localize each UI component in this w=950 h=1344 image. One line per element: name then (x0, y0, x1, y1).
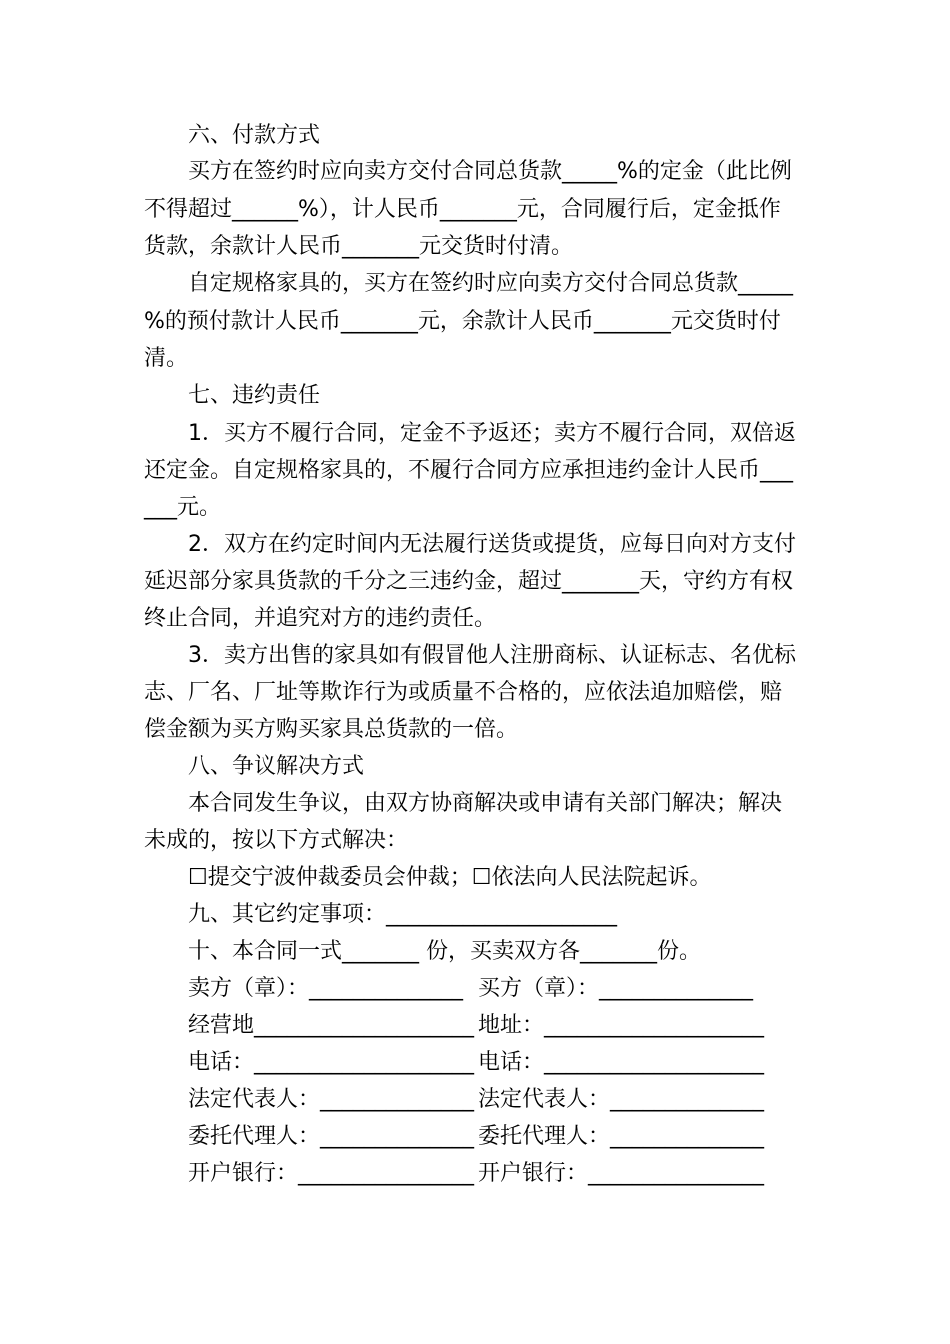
paragraph-line: 买方在签约时应向卖方交付合同总货款_____%的定金（此比例 (188, 159, 792, 184)
paragraph-line: 未成的，按以下方式解决： (144, 828, 409, 853)
seller-business-address-line: 经营地____________________ (188, 1013, 475, 1038)
paragraph-line: 终止合同，并追究对方的违约责任。 (144, 606, 497, 631)
paragraph-line: 自定规格家具的，买方在签约时应向卖方交付合同总货款_____ (188, 271, 794, 296)
seller-seal-line: 卖方（章）：______________ (188, 976, 464, 1001)
buyer-bank-line: 开户银行：________________ (478, 1161, 765, 1186)
seller-agent-line: 委托代理人：______________ (188, 1124, 475, 1149)
paragraph-line: 清。 (144, 346, 189, 371)
copies-line: 十、本合同一式_______ 份，买卖双方各_______份。 (188, 939, 701, 964)
paragraph-line: %的预付款计人民币_______元，余款计人民币_______元交货时付 (144, 309, 781, 334)
buyer-legal-rep-line: 法定代表人：______________ (478, 1087, 765, 1112)
section-heading-payment: 六、付款方式 (188, 123, 321, 148)
dispute-options: ☐提交宁波仲裁委员会仲裁；☐依法向人民法院起诉。 (188, 865, 712, 890)
buyer-phone-line: 电话：____________________ (478, 1050, 765, 1075)
section-heading-liability: 七、违约责任 (188, 383, 321, 408)
seller-bank-line: 开户银行：________________ (188, 1161, 475, 1186)
other-terms-line: 九、其它约定事项：_____________________ (188, 902, 618, 927)
paragraph-line: 1．买方不履行合同，定金不予返还；卖方不履行合同，双倍返 (188, 421, 796, 446)
seller-legal-rep-line: 法定代表人：______________ (188, 1087, 475, 1112)
paragraph-line: ___元。 (144, 495, 222, 520)
buyer-agent-line: 委托代理人：______________ (478, 1124, 765, 1149)
paragraph-line: 延迟部分家具货款的千分之三违约金，超过_______天，守约方有权 (144, 569, 794, 594)
section-heading-dispute: 八、争议解决方式 (188, 754, 365, 779)
buyer-seal-line: 买方（章）：______________ (478, 976, 754, 1001)
paragraph-line: 偿金额为买方购买家具总货款的一倍。 (144, 717, 519, 742)
paragraph-line: 3．卖方出售的家具如有假冒他人注册商标、认证标志、名优标 (188, 643, 796, 668)
paragraph-line: 还定金。自定规格家具的，不履行合同方应承担违约金计人民币___ (144, 458, 794, 483)
seller-phone-line: 电话：____________________ (188, 1050, 475, 1075)
paragraph-line: 2．双方在约定时间内无法履行送货或提货，应每日向对方支付 (188, 532, 796, 557)
paragraph-line: 志、厂名、厂址等欺诈行为或质量不合格的，应依法追加赔偿，赔 (144, 680, 783, 705)
buyer-address-line: 地址：____________________ (478, 1013, 765, 1038)
paragraph-line: 本合同发生争议，由双方协商解决或申请有关部门解决；解决 (188, 791, 783, 816)
paragraph-line: 不得超过______%），计人民币_______元，合同履行后，定金抵作 (144, 197, 781, 222)
paragraph-line: 货款，余款计人民币_______元交货时付清。 (144, 234, 574, 259)
